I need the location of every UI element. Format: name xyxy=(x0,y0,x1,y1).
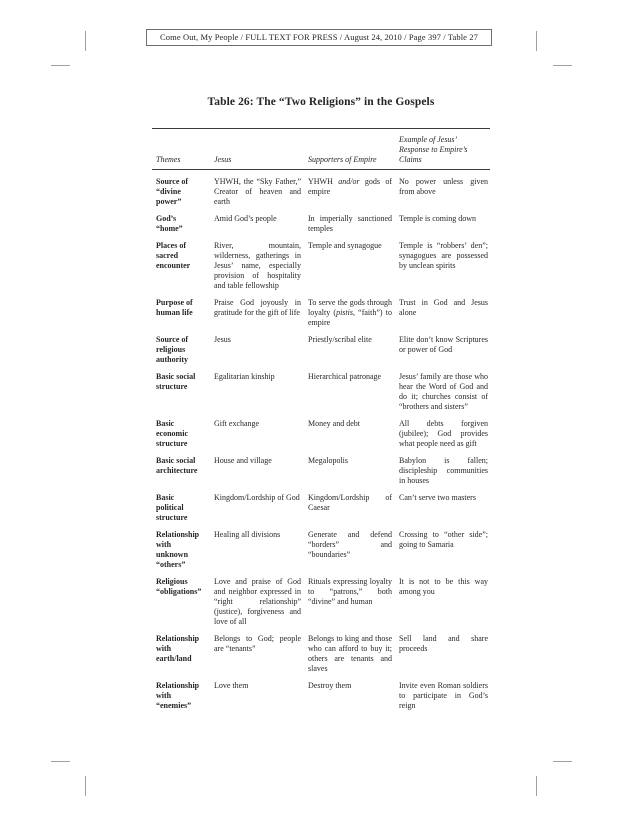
two-religions-table xyxy=(152,128,490,718)
theme-cell: Basic economic structure xyxy=(156,419,188,448)
crop-mark-top-right-vertical xyxy=(536,31,537,51)
jesus-cell: Praise God joyously in gratitude for the gift of life xyxy=(214,298,301,317)
jesus-cell: Gift exchange xyxy=(214,419,260,428)
jesus-cell: Egalitarian kinship xyxy=(214,372,275,381)
empire-cell: Temple and synagogue xyxy=(308,241,382,250)
theme-cell: Relationship with unknown “others” xyxy=(156,530,200,569)
empire-cell: Destroy them xyxy=(308,681,352,690)
response-cell: Babylon is fallen; discipleship communities in houses xyxy=(399,456,488,485)
running-header xyxy=(146,29,492,46)
empire-cell: To serve the gods through loyalty (pistis, “faith”) to empire xyxy=(308,298,392,327)
response-cell: No power unless given from above xyxy=(399,177,488,196)
table-row xyxy=(152,493,490,530)
table-title: Table 26: The “Two Religions” in the Gospels xyxy=(207,96,435,108)
response-cell: Temple is coming down xyxy=(399,214,476,223)
theme-cell: Places of sacred encounter xyxy=(156,241,191,270)
empire-cell: Money and debt xyxy=(308,419,360,428)
jesus-cell: YHWH, the “Sky Father,” Creator of heaven and earth xyxy=(214,177,301,206)
empire-cell: Kingdom/Lordship of Caesar xyxy=(308,493,392,512)
column-header-response-to-empire: Example of Jesus’ Response to Empire’s Claims xyxy=(399,129,490,170)
crop-mark-bottom-left-vertical xyxy=(85,776,86,796)
column-header-supporters-of-empire: Supporters of Empire xyxy=(308,129,399,170)
table-row xyxy=(152,456,490,493)
jesus-cell: Belongs to God; people are “tenants” xyxy=(214,634,301,653)
empire-cell: Belongs to king and those who can afford to buy it; others are tenants and slaves xyxy=(308,634,392,673)
crop-mark-bottom-right-horizontal xyxy=(553,761,572,762)
jesus-cell: Love them xyxy=(214,681,249,690)
table-row xyxy=(152,577,490,634)
jesus-cell: Kingdom/Lordship of God xyxy=(214,493,300,502)
response-cell: It is not to be this way among you xyxy=(399,577,488,596)
table-row xyxy=(152,419,490,456)
table-row xyxy=(152,298,490,335)
empire-cell: Hierarchical patronage xyxy=(308,372,382,381)
response-cell: Crossing to “other side”; going to Samaria xyxy=(399,530,488,549)
table-header-row xyxy=(152,129,490,170)
jesus-cell: House and village xyxy=(214,456,272,465)
crop-mark-top-left-horizontal xyxy=(51,65,70,66)
jesus-cell: River, mountain, wilderness, gatherings in Jesus’ name, especially provision of hospitality and table fellowship xyxy=(214,241,301,290)
table-row xyxy=(152,241,490,298)
theme-cell: Purpose of human life xyxy=(156,298,193,317)
column-header-jesus: Jesus xyxy=(214,129,308,170)
response-cell: All debts forgiven (jubilee); God provides what people need as gift xyxy=(399,419,488,448)
table-row xyxy=(152,214,490,241)
crop-mark-bottom-left-horizontal xyxy=(51,761,70,762)
table-row xyxy=(152,681,490,718)
response-cell: Temple is “robbers’ den”; synagogues are possessed by unclean spirits xyxy=(399,241,488,270)
theme-cell: Basic social architecture xyxy=(156,456,198,475)
empire-cell: Rituals expressing loyalty to “patrons,” both “divine” and human xyxy=(308,577,392,606)
jesus-cell: Jesus xyxy=(214,335,231,344)
theme-cell: Source of religious authority xyxy=(156,335,189,364)
empire-cell: YHWH and/or gods of empire xyxy=(308,177,392,196)
running-header-text: Come Out, My People / FULL TEXT FOR PRESS / August 24, 2010 / Page 397 / Table 27 xyxy=(160,32,478,42)
jesus-cell: Healing all divisions xyxy=(214,530,281,539)
theme-cell: Relationship with earth/land xyxy=(156,634,200,663)
empire-cell: Generate and defend “borders” and “boundaries” xyxy=(308,530,392,559)
empire-cell: Megalopolis xyxy=(308,456,348,465)
jesus-cell: Love and praise of God and neighbor expressed in “right relationship” (justice), forgiveness and love of all xyxy=(214,577,301,626)
empire-cell: Priestly/scribal elite xyxy=(308,335,372,344)
response-cell: Elite don’t know Scriptures or power of God xyxy=(399,335,488,354)
jesus-cell: Amid God’s people xyxy=(214,214,277,223)
theme-cell: Religious “obligations” xyxy=(156,577,202,596)
table-row xyxy=(152,170,490,215)
response-cell: Invite even Roman soldiers to participate in God’s reign xyxy=(399,681,488,710)
response-cell: Trust in God and Jesus alone xyxy=(399,298,488,317)
crop-mark-bottom-right-vertical xyxy=(536,776,537,796)
response-cell: Sell land and share proceeds xyxy=(399,634,488,653)
theme-cell: God’s “home” xyxy=(156,214,183,233)
empire-cell: In imperially sanctioned temples xyxy=(308,214,392,233)
column-header-themes: Themes xyxy=(152,129,214,170)
response-cell: Can’t serve two masters xyxy=(399,493,476,502)
response-cell: Jesus’ family are those who hear the Word of God and do it; churches consist of “brothers and sisters” xyxy=(399,372,488,411)
crop-mark-top-right-horizontal xyxy=(553,65,572,66)
theme-cell: Relationship with “enemies” xyxy=(156,681,200,710)
table-row xyxy=(152,634,490,681)
table-row xyxy=(152,372,490,419)
theme-cell: Basic social structure xyxy=(156,372,196,391)
table-row xyxy=(152,530,490,577)
theme-cell: Source of “divine power” xyxy=(156,177,189,206)
crop-mark-top-left-vertical xyxy=(85,31,86,51)
table-row xyxy=(152,335,490,372)
theme-cell: Basic political structure xyxy=(156,493,188,522)
